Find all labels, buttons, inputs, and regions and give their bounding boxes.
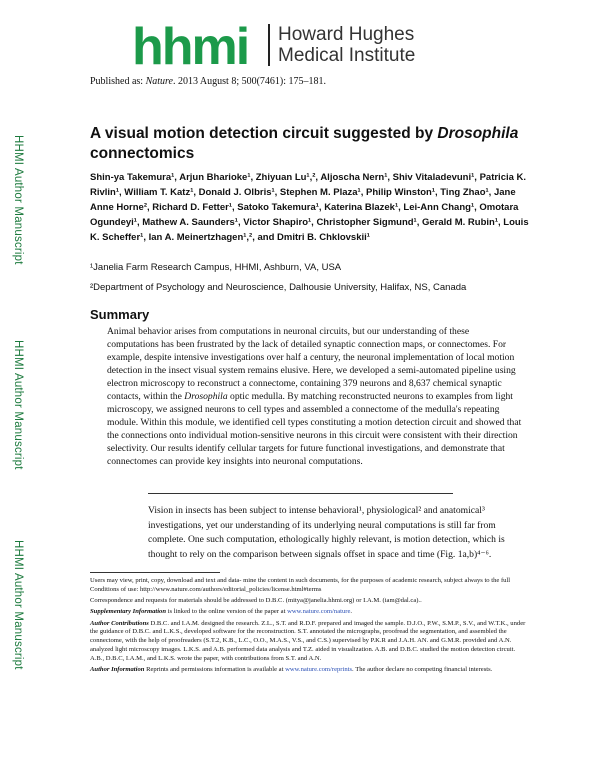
hhmi-logo-text: hhmi [132, 22, 249, 72]
summary-heading: Summary [90, 307, 150, 322]
logo-divider [268, 24, 270, 66]
supp-link[interactable]: www.nature.com/nature [287, 608, 351, 616]
abstract-part2: optic medulla. By matching reconstructed neurons to examples from light microscopy, we assigned neurons to cell types and assembled a connectome of the medulla's repeating module. Within this module, we identified cell types constituting a motion detection circuit and showed that the connections onto individual motion-sensitive neurons in this circuit were consistent with their direction selectivity. Our results identify cellular targets for future functional investigations, and demonstrate that connectomes can provide key insights into neuronal computations. [107, 391, 522, 467]
title-part2: connectomics [90, 145, 195, 162]
footnote-divider [90, 572, 220, 573]
supp-text: is linked to the online version of the paper at [166, 608, 288, 616]
info-text: Reprints and permissions information is available at [144, 666, 286, 674]
contrib-label: Author Contributions [90, 619, 149, 627]
published-prefix: Published as: [90, 76, 146, 87]
abstract-italic: Drosophila [184, 391, 228, 402]
author-list: Shin-ya Takemura¹, Arjun Bharioke¹, Zhiyuan Lu¹,², Aljoscha Nern¹, Shiv Vitaladevuni¹, Patricia K. Rivlin¹, William T. Katz¹, Donald J. Olbris¹, Stephen M. Plaza¹, Philip Winston¹, Ting Zhao¹, Jane Anne Horne², Richard D. Fetter¹, Satoko Takemura¹, Katerina Blazek¹, Lei-Ann Chang¹, Omotara Ogundeyi¹, Mathew A. Saunders¹, Victor Shapiro¹, Christopher Sigmund¹, Gerald M. Rubin¹, Louis K. Scheffer¹, Ian A. Meinertzhagen¹,², and Dmitri B. Chklovskii¹ [90, 172, 529, 243]
hhmi-logo-name [278, 24, 415, 66]
info-label: Author Information [90, 666, 145, 674]
paper-title [90, 124, 530, 164]
hhmi-logo-mark [132, 22, 260, 72]
footnote-author-info [90, 666, 528, 675]
footnotes [90, 577, 528, 677]
body-paragraph: Vision in insects has been subject to intense behavioral¹, physiological² and anatomical³ investigations, yet our understanding of its underlying neural computations is still far from complete. One such computation, ethologically highly relevant, is motion detection, which is thought to rely on the comparison between signals offset in space and time (Fig. 1a,b)⁴⁻⁶. [148, 505, 505, 560]
footnote-supplementary [90, 608, 528, 617]
reprints-link[interactable]: www.nature.com/reprints [285, 666, 353, 674]
info-end: . The author declare no competing financial interests. [352, 666, 493, 674]
title-italic: Drosophila [437, 125, 519, 142]
sidebar-label-bottom: HHMI Author Manuscript [12, 540, 24, 670]
sidebar-label-top: HHMI Author Manuscript [12, 135, 24, 265]
journal-name: Nature [145, 76, 173, 87]
logo-name-line2: Medical Institute [278, 45, 416, 66]
title-part1: A visual motion detection circuit suggested by [90, 125, 438, 142]
sidebar-label-middle: HHMI Author Manuscript [12, 340, 24, 470]
abstract-text [107, 325, 522, 468]
footnote-contributions [90, 620, 528, 664]
published-details: . 2013 August 8; 500(7461): 175–181. [172, 76, 327, 87]
footnote-correspondence: Correspondence and requests for materials should be addressed to D.B.C. (mitya@janelia.hhmi.org) or I.A.M. (iam@dal.ca).. [90, 597, 422, 605]
affiliation-2: ²Department of Psychology and Neuroscience, Dalhousie University, Halifax, NS, Canada [90, 282, 467, 293]
footnote-terms: Users may view, print, copy, download and text and data- mine the content in such documents, for the purposes of academic research, subject always to the full Conditions of use: http://www.nature.com/authors/editorial_policies/license.html#terms [90, 577, 511, 593]
published-line [90, 76, 326, 87]
logo-name-line1: Howard Hughes [278, 24, 415, 45]
affiliation-1: ¹Janelia Farm Research Campus, HHMI, Ashburn, VA, USA [90, 262, 342, 273]
supp-end: . [350, 608, 353, 616]
abstract-part1: Animal behavior arises from computations in neuronal circuits, but our understanding of these computations has been frustrated by the lack of detailed synaptic connection maps, or connectomes. For example, despite intensive investigations over half a century, the neuronal implementation of local motion detection in the insect visual system remains elusive. Here, we developed a semi-automated pipeline using electron microscopy to reconstruct a connectome, containing 379 neurons and 8,637 chemical synaptic contacts, within the [107, 326, 516, 402]
contrib-text: D.B.C. and I.A.M. designed the research. Z.L., S.T. and R.D.F. prepared and imaged the sample. D.J.O., P.W., S.M.P., S.V., and W.T.K., under the guidance of D.B.C. and L.K.S., developed software for the reconstruction. S.T. annotated the micrographs, proofread the segmentation, and assembled the connectome, with the help of proofreaders (S.T.2, K.B., L.C., O.O., M.A.S., V.S., and C.S.) supervised by P.K.R and J.A.H. AN. and G.M.R. provided and A.N. analyzed light microscopy images. L.K.S. and A.B. performed data analysis and T.Z. aided in visualization. A.B. and D.B.C. studied the motion detection circuit. A.B., D.B.C, I.A.M., and L.K.S. wrote the paper, with contributions from S.T. and A.N. [90, 619, 526, 662]
abstract-divider [148, 493, 453, 494]
supp-label: Supplementary Information [90, 608, 167, 616]
